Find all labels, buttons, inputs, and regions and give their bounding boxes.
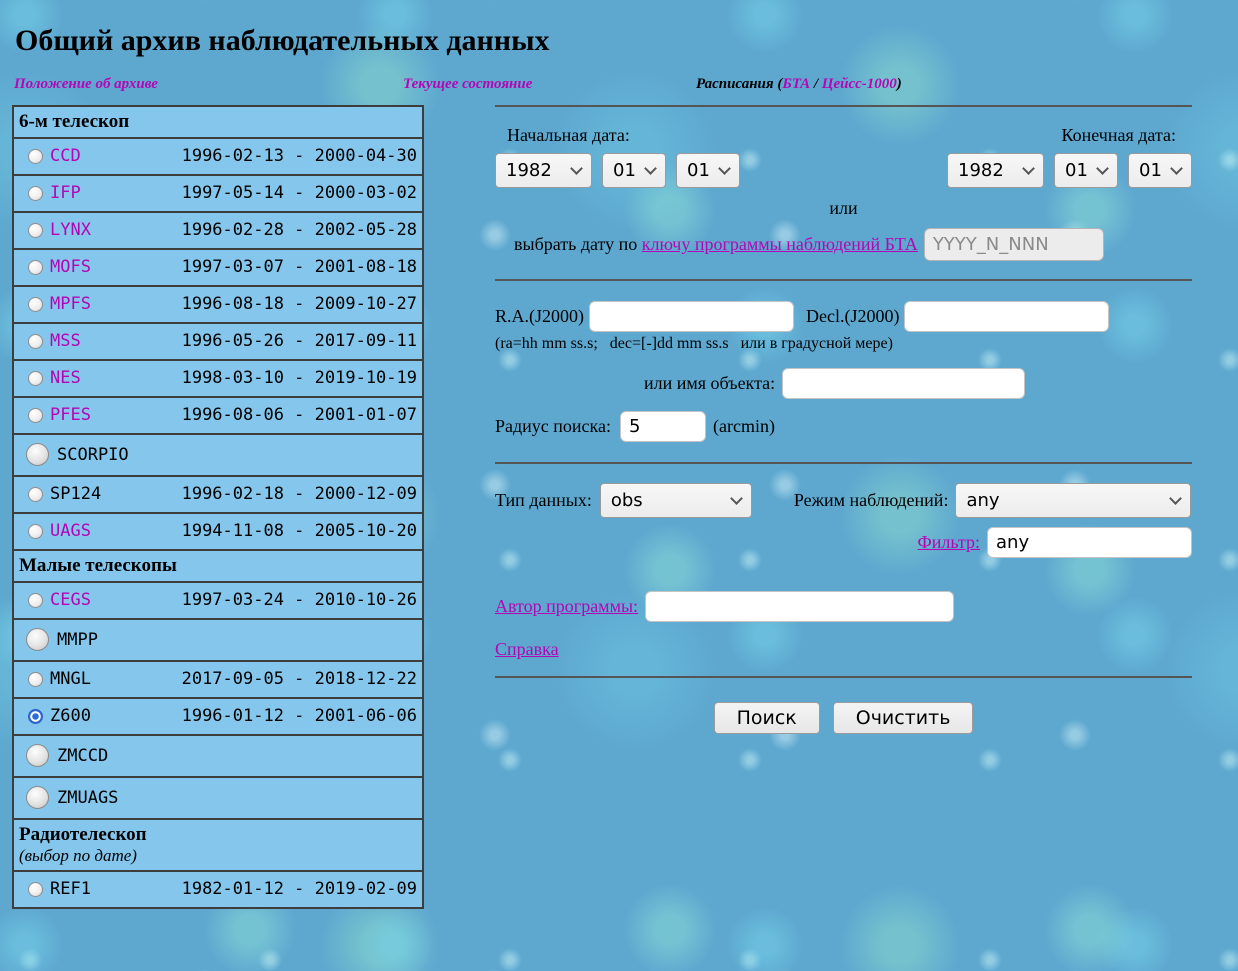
radio-button-selected[interactable]	[28, 709, 43, 724]
key-prefix-label: выбрать дату по	[514, 234, 642, 254]
schedules-label: Расписания (	[696, 76, 783, 92]
schedules-links	[696, 76, 902, 93]
table-row	[12, 697, 424, 736]
date-range: 1997-03-07 - 2001-08-18	[181, 257, 417, 278]
instrument-link[interactable]: MOFS	[50, 257, 91, 278]
program-key-row	[514, 228, 1192, 261]
date-range: 1997-05-14 - 2000-03-02	[181, 183, 417, 204]
radio-button[interactable]	[28, 487, 43, 502]
dec-label: Decl.(J2000)	[806, 306, 900, 326]
date-range: 1982-01-12 - 2019-02-09	[181, 879, 417, 900]
radio-button[interactable]	[28, 593, 43, 608]
start-date-label: Начальная дата:	[507, 125, 630, 145]
chevron-down-icon	[1022, 162, 1035, 175]
table-row	[12, 734, 424, 778]
top-nav	[14, 76, 1226, 93]
schedule-bta-link[interactable]: БТА	[782, 76, 811, 92]
table-row	[12, 211, 424, 250]
radio-button[interactable]	[28, 186, 43, 201]
instrument-label: ZMCCD	[57, 745, 109, 766]
radius-input[interactable]	[620, 411, 706, 442]
start-month-select[interactable]: 01	[602, 153, 666, 188]
radio-button[interactable]	[26, 443, 49, 466]
radio-button[interactable]	[28, 223, 43, 238]
date-range: 1996-02-28 - 2002-05-28	[181, 220, 417, 241]
table-row	[12, 137, 424, 176]
filter-row	[495, 527, 1192, 558]
ra-label: R.A.(J2000)	[495, 306, 584, 326]
end-date-label: Конечная дата:	[1061, 125, 1176, 145]
mode-label: Режим наблюдений:	[793, 490, 949, 510]
radio-button[interactable]	[28, 371, 43, 386]
date-range: 1996-08-06 - 2001-01-07	[181, 405, 417, 426]
instrument-label: MMPP	[57, 629, 98, 650]
search-button[interactable]: Поиск	[714, 702, 820, 734]
table-row	[12, 285, 424, 324]
date-range: 1996-02-18 - 2000-12-09	[181, 484, 417, 505]
instrument-label: ZMUAGS	[57, 787, 119, 808]
table-row	[12, 174, 424, 213]
end-month-select[interactable]: 01	[1054, 153, 1118, 188]
instrument-link[interactable]: NES	[50, 368, 81, 389]
end-day-select[interactable]: 01	[1128, 153, 1192, 188]
divider	[495, 105, 1192, 107]
coordinates-hint: (ra=hh mm ss.s; dec=[-]dd mm ss.s или в градусной мере)	[495, 335, 893, 352]
radio-button[interactable]	[28, 882, 43, 897]
instrument-link[interactable]: MPFS	[50, 294, 91, 315]
section-header: Малые телескопы	[12, 549, 424, 583]
section-header: Радиотелескоп (выбор по дате)	[12, 818, 424, 872]
mode-select[interactable]: any	[955, 483, 1191, 518]
table-row	[12, 581, 424, 620]
chevron-down-icon	[644, 162, 657, 175]
end-year-select[interactable]: 1982	[947, 153, 1044, 188]
instrument-link[interactable]: CEGS	[50, 590, 91, 610]
radio-button[interactable]	[28, 408, 43, 423]
instrument-label: SP124	[50, 484, 102, 505]
table-row	[12, 512, 424, 551]
object-name-input[interactable]	[782, 368, 1025, 399]
radius-unit-label: (arcmin)	[713, 416, 775, 436]
author-input[interactable]	[645, 591, 954, 622]
data-type-select[interactable]: obs	[600, 483, 752, 518]
archive-position-link[interactable]: Положение об архиве	[14, 76, 158, 92]
clear-button[interactable]: Очистить	[833, 702, 974, 734]
date-range: 1997-03-24 - 2010-10-26	[181, 590, 417, 610]
chevron-down-icon	[1170, 162, 1183, 175]
date-range: 1996-01-12 - 2001-06-06	[181, 706, 417, 726]
instrument-label: MNGL	[50, 669, 91, 689]
divider	[495, 676, 1192, 678]
coordinates-row	[495, 301, 1192, 332]
divider	[495, 462, 1192, 464]
table-row	[12, 248, 424, 287]
table-row	[12, 475, 424, 514]
chevron-down-icon	[1096, 162, 1109, 175]
object-name-label: или имя объекта:	[644, 373, 776, 393]
radio-button[interactable]	[28, 297, 43, 312]
page-title: Общий архив наблюдательных данных	[15, 24, 550, 57]
section-header: 6-м телескоп	[12, 105, 424, 139]
instrument-label: SCORPIO	[57, 444, 129, 465]
section-subtitle: (выбор по дате)	[19, 846, 137, 866]
table-row	[12, 322, 424, 361]
date-range: 1996-08-18 - 2009-10-27	[181, 294, 417, 315]
table-row	[12, 433, 424, 477]
radio-button[interactable]	[26, 786, 49, 809]
program-key-input[interactable]	[924, 228, 1104, 261]
instrument-label: REF1	[50, 879, 91, 900]
schedules-separator: /	[810, 76, 822, 92]
chevron-down-icon	[718, 162, 731, 175]
table-row	[12, 618, 424, 662]
date-range: 2017-09-05 - 2018-12-22	[181, 669, 417, 689]
start-year-select[interactable]: 1982	[495, 153, 592, 188]
instrument-link[interactable]: IFP	[50, 183, 81, 204]
end-date-group	[947, 125, 1192, 188]
chevron-down-icon	[1170, 492, 1183, 505]
schedule-zeiss-link[interactable]: Цейсс-1000	[821, 76, 897, 92]
radio-button[interactable]	[26, 628, 49, 651]
table-row	[12, 776, 424, 820]
object-name-row	[644, 368, 1192, 399]
instrument-link[interactable]: LYNX	[50, 220, 91, 241]
dec-input[interactable]	[904, 301, 1109, 332]
start-day-select[interactable]: 01	[676, 153, 740, 188]
author-link[interactable]: Автор программы:	[495, 596, 639, 616]
table-row	[12, 660, 424, 699]
filter-link[interactable]: Фильтр:	[917, 532, 980, 552]
radio-button[interactable]	[28, 524, 43, 539]
instrument-label: Z600	[50, 706, 91, 726]
buttons-row	[495, 702, 1192, 734]
table-row	[12, 870, 424, 909]
instrument-link[interactable]: PFES	[50, 405, 91, 426]
table-row	[12, 396, 424, 435]
date-range: 1994-11-08 - 2005-10-20	[181, 521, 417, 542]
instrument-link[interactable]: CCD	[50, 146, 81, 167]
table-row	[12, 359, 424, 398]
instrument-link[interactable]: MSS	[50, 331, 81, 352]
program-key-link[interactable]: ключу программы наблюдений БТА	[641, 234, 918, 254]
start-date-group	[495, 125, 740, 188]
filter-input[interactable]	[987, 527, 1192, 558]
radio-button[interactable]	[28, 672, 43, 687]
author-row	[495, 591, 1192, 622]
data-type-row	[495, 483, 1192, 518]
data-type-label: Тип данных:	[495, 490, 592, 510]
radio-button[interactable]	[28, 334, 43, 349]
chevron-down-icon	[570, 162, 583, 175]
divider	[495, 279, 1192, 281]
ra-input[interactable]	[589, 301, 794, 332]
current-state-link[interactable]: Текущее состояние	[403, 76, 533, 92]
radius-label: Радиус поиска:	[495, 416, 611, 436]
search-form	[495, 105, 1192, 734]
radio-button[interactable]	[26, 744, 49, 767]
chevron-down-icon	[730, 492, 743, 505]
instrument-link[interactable]: UAGS	[50, 521, 91, 542]
schedules-close: )	[896, 76, 902, 92]
date-range: 1998-03-10 - 2019-10-19	[181, 368, 417, 389]
radio-button[interactable]	[28, 260, 43, 275]
date-range: 1996-05-26 - 2017-09-11	[181, 331, 417, 352]
radio-button[interactable]	[28, 149, 43, 164]
or-label: или	[829, 198, 858, 218]
search-radius-row	[495, 411, 1192, 442]
instrument-table	[12, 105, 424, 909]
help-link[interactable]: Справка	[495, 639, 559, 659]
date-range: 1996-02-13 - 2000-04-30	[181, 146, 417, 167]
